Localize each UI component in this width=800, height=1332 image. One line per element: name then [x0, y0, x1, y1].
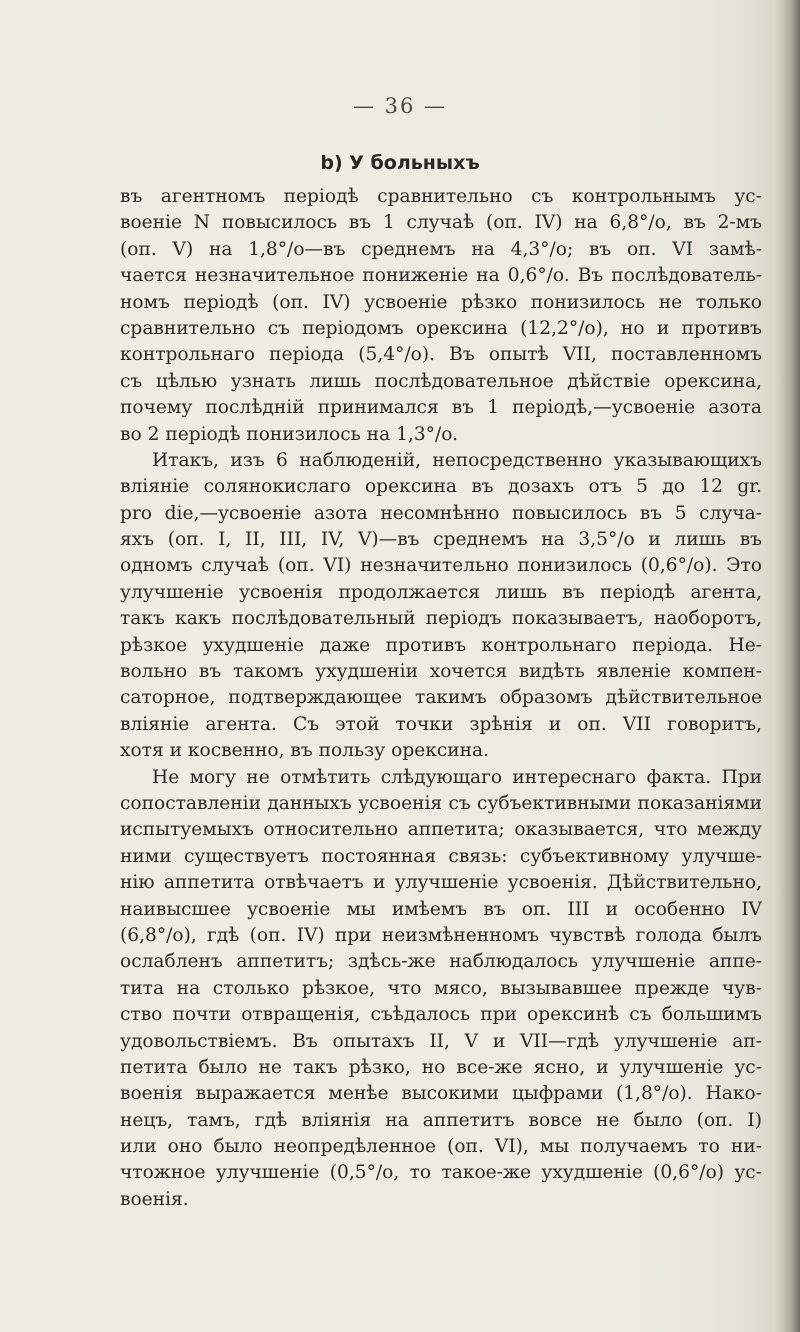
text-line: нецъ, тамъ, гдѣ вліянія на аппетитъ вовсе не было (оп. I) — [120, 1109, 762, 1131]
text-line: ство почти отвращенія, съѣдалось при орексинѣ съ большимъ — [120, 1004, 762, 1026]
text-line: военіе N повысилось въ 1 случаѣ (оп. IV) на 6,8°/o, въ 2-мъ — [120, 212, 762, 234]
text-line: такъ какъ послѣдовательный періодъ показываетъ, наоборотъ, — [120, 608, 762, 630]
text-line: чтожное улучшеніе (0,5°/o, то такое-же ухудшеніе (0,6°/o) ус- — [120, 1162, 762, 1184]
text-line: яхъ (оп. I, II, III, IV, V)—въ среднемъ на 3,5°/o и лишь въ — [120, 529, 762, 551]
text-line: (оп. V) на 1,8°/o—въ среднемъ на 4,3°/o; въ оп. VI замѣ- — [120, 238, 762, 260]
text-line: рѣзкое ухудшеніе даже противъ контрольнаго періода. Не- — [120, 634, 762, 656]
text-line: Не могу не отмѣтить слѣдующаго интереснаго факта. При — [152, 766, 762, 788]
text-line: испытуемыхъ относительно аппетита; оказывается, что между — [120, 819, 762, 841]
text-line: или оно было неопредѣленное (оп. VI), мы получаемъ то ни- — [120, 1136, 762, 1158]
text-line: улучшеніе усвоенія продолжается лишь въ періодѣ агента, — [120, 581, 762, 603]
text-line: ними существуетъ постоянная связь: субъективному улучше- — [120, 845, 762, 867]
text-line: саторное, подтверждающее такимъ образомъ дѣйствительное — [120, 687, 762, 709]
text-line: одномъ случаѣ (оп. VI) незначительно понизилось (0,6°/o). Это — [120, 555, 762, 577]
section-heading: b) У больныхъ — [320, 152, 480, 174]
text-line: во 2 періодѣ понизилось на 1,3°/o. — [120, 423, 458, 445]
text-line: сравнительно съ періодомъ орексина (12,2°/o), но и противъ — [120, 317, 762, 339]
text-line: Итакъ, изъ 6 наблюденій, непосредственно указывающихъ — [152, 449, 762, 471]
text-line: хотя и косвенно, въ пользу орексина. — [120, 740, 490, 762]
text-line: военія. — [120, 1188, 189, 1210]
text-line: петита было не такъ рѣзко, но все-же ясно, и улучшеніе ус- — [120, 1056, 762, 1078]
text-line: вольно въ такомъ ухудшеніи хочется видѣть явленіе компен- — [120, 661, 762, 683]
text-line: нію аппетита отвѣчаетъ и улучшеніе усвоенія. Дѣйствительно, — [120, 872, 762, 894]
text-line: въ агентномъ періодѣ сравнительно съ контрольнымъ ус- — [120, 186, 762, 207]
text-line: (6,8°/o), гдѣ (оп. IV) при неизмѣненномъ чувствѣ голода былъ — [120, 924, 762, 946]
text-line: вліяніе солянокислаго орексина въ дозахъ отъ 5 до 12 gr. — [120, 476, 762, 498]
text-line: контрольнаго періода (5,4°/o). Въ опытѣ VII, поставленномъ — [120, 344, 762, 366]
text-line: тита на столько рѣзкое, что мясо, вызывавшее прежде чув- — [120, 977, 762, 999]
text-line: наивысшее усвоеніе мы имѣемъ въ оп. III и особенно IV — [120, 898, 762, 920]
text-line: сопоставленіи данныхъ усвоенія съ субъективными показаніями — [120, 792, 762, 814]
page-number: — 36 — — [352, 94, 448, 118]
text-line: почему послѣдній принимался въ 1 періодѣ,—усвоеніе азота — [120, 397, 762, 419]
text-line: вліяніе агента. Съ этой точки зрѣнія и оп. VII говоритъ, — [120, 713, 762, 735]
text-line: номъ періодѣ (оп. IV) усвоеніе рѣзко понизилось не только — [120, 291, 762, 313]
text-line: ослабленъ аппетитъ; здѣсь-же наблюдалось улучшеніе аппе- — [120, 951, 762, 973]
body-text — [120, 184, 762, 1213]
text-line: pro die,—усвоеніе азота несомнѣнно повысилось въ 5 случа- — [120, 502, 762, 524]
text-line: военія выражается менѣе высокими цыфрами (1,8°/o). Нако- — [120, 1083, 762, 1105]
text-line: удовольствіемъ. Въ опытахъ II, V и VII—гдѣ улучшеніе ап- — [120, 1030, 762, 1052]
page-edge-shadow — [778, 0, 800, 1332]
text-line: съ цѣлью узнать лишь послѣдовательное дѣйствіе орексина, — [120, 370, 762, 392]
text-line: чается незначительное пониженіе на 0,6°/o. Въ послѣдователь- — [120, 265, 762, 287]
